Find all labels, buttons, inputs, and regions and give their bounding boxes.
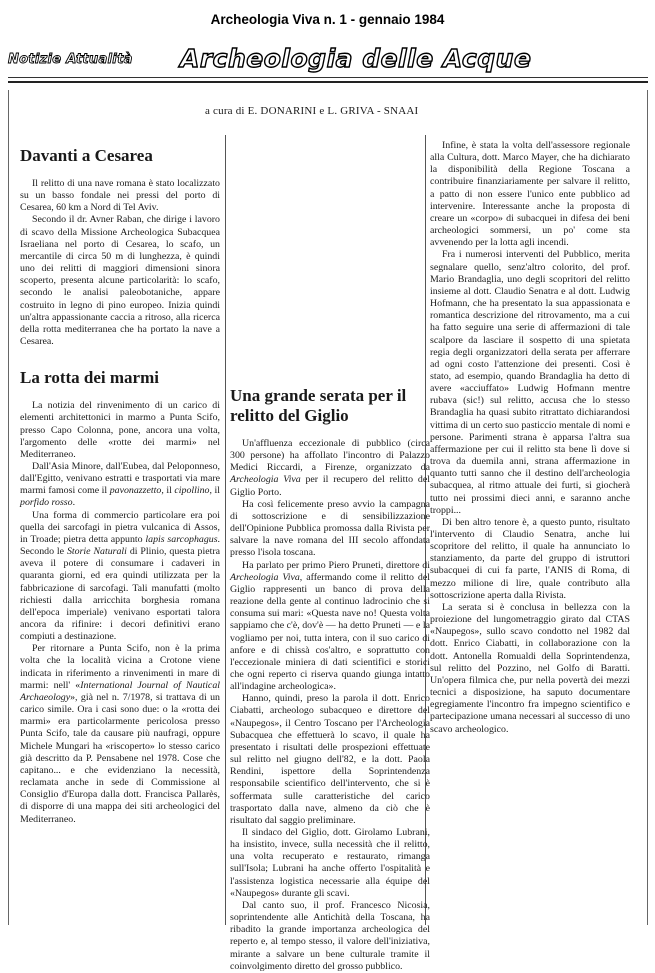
text-run: per il recupero del relitto del Giglio Porto.: [230, 474, 430, 498]
text-run: , affermando come il relitto del Giglio rappresenti un banco di prova della reazione della gente al continuo ladrocinio che si consuma sui mari: «Questa nave no! Questa volta sappiamo che c'è, dov'è — ha detto Pruneti — e la vogliamo per noi, tutta intera, con il suo carico di anfore e di chissà cos'altro, e soprattutto con l'eccezionale miniera di dati scientifici e storici che ogni reperto ci riserva quando giunga intatto all'indagine archeologica».: [230, 571, 430, 693]
text-run: . Secondo le: [20, 533, 220, 558]
text-run: Una forma di commercio particolare era poi quella dei sarcofagi in pietra vulcanica di Assos, in Troade; pietra detta appunto: [20, 509, 220, 545]
paragraph: Dal canto suo, il prof. Francesco Nicosia, soprintendente alle Antichità della Toscana, ha ribadito la grande importanza archeologica del reperto e, al tempo stesso, il valore dell'iniziativa, mirante a salvare un bene culturale tramite il coinvolgimento diretto del grosso pubblico.: [230, 899, 430, 972]
text-run: Un'affluenza eccezionale di pubblico (circa 300 persone) ha affollato l'incontro di Palazzo Medici Riccardi, a Firenze, organizzato da: [230, 438, 430, 474]
paragraph: Ha così felicemente preso avvio la campagna di sottoscrizione e di sensibilizzazione dell'Opinione Pubblica promossa dalla Rivista per salvare la nave romana del III secolo affondata presso l'isola toscana.: [230, 498, 430, 559]
italic-term: pavonazzetto: [109, 485, 162, 497]
italic-term: cipollino: [174, 485, 210, 497]
italic-term: porfido rosso: [20, 497, 73, 509]
text-run: », già nel n. 7/1978, si trattava di un carico simile. Ora i casi sono due: o la «rotta dei marmi» era particolarmente pericolosa presso Punta Scifo, tale da causare più naufragi, oppure Michele Mungari ha «riscoperto» lo stesso carico già descritto da P. Pensabene nel 1978. Cose che capitano... e che evidenziano la necessità, reclamata anche in sede di Commissione al Consiglio d'Europa dalla dott. Francisca Pallarès, di disporre di una mappa dei siti archeologici del Mediterraneo.: [20, 691, 220, 825]
article-title-giglio: Una grande serata per il relitto del Giglio: [230, 386, 407, 425]
paragraph: Il sindaco del Giglio, dott. Girolamo Lubrani, ha insistito, invece, sulla necessità che il relitto, una volta recuperato e restaurato, rimanga sull'Isola; Lubrani ha anche offerto l'ospitalità e l'assistenza logistica necessarie alla équipe del «Naupegos» durante gli scavi.: [230, 827, 430, 899]
column-2: [230, 380, 430, 973]
text-run: .: [72, 497, 76, 509]
paragraph: La notizia del rinvenimento di un carico di elementi architettonici in marmo a Punta Scifo, presso Capo Colonna, pone, ancora una volta, l'argomento delle «rotte dei marmi» nel Mediterraneo.: [20, 400, 220, 460]
issue-header: Archeologia Viva n. 1 - gennaio 1984: [210, 12, 445, 27]
top-rule: [8, 77, 648, 78]
column-3: [430, 140, 630, 736]
italic-term: International Journal of Nautical Archaeology: [20, 679, 220, 703]
frame-line-right: [647, 90, 648, 925]
paragraph: [20, 643, 220, 825]
italic-term: lapis sarcophagus: [145, 533, 218, 545]
byline: a cura di E. DONARINI e L. GRIVA - SNAAI: [205, 105, 419, 117]
text-run: Per ritornare a Punta Scifo, non è la prima volta che la località vicina a Crotone viene indicata in riferimento a rinvenimenti in mare di marmi: nell' «: [20, 643, 220, 691]
paragraph: Di ben altro tenore è, a questo punto, risultato l'intervento di Claudio Senatra, anche lui scopritore del relitto, il quale ha annunciato lo stanziamento, da parte del gruppo di istruttori subacquei di cui fa parte, l'ANIS di Roma, di mezzo milione di lire, quale contributo alla sottoscrizione aperta dalla Rivista.: [430, 516, 630, 601]
rubric-label: Notizie Attualità: [8, 52, 133, 67]
paragraph: Infine, è stata la volta dell'assessore regionale alla Cultura, dott. Marco Mayer, che ha dichiarato la disponibilità della Regione Toscana a contribuire finanziariamente per salvare il relitto, a patto di non essere l'unico ente pubblico ad intervenire. Interessante anche la proposta di creare un «corpo» di subacquei in difesa dei beni archeologici sommersi, un po' come sta avvenendo per la lotta agli incendi.: [430, 140, 630, 249]
italic-term: Archeologia Viva: [230, 571, 300, 583]
text-run: , il: [209, 485, 220, 497]
paragraph: Hanno, quindi, preso la parola il dott. Enrico Ciabatti, archeologo subacqueo e direttore del «Naupegos», il Centro Toscano per l'Archeologia Subacquea che effettuerà lo scavo, il quale ha presentato i risultati delle prospezioni effettuate sul relitto nel giugno dell'82, e la dott. Paola Rendini, ispettore della Soprintendenza responsabile scientifico dell'intervento, che si è soffermata sulle caratteristiche del carico trasportato dalla nave, almeno da ciò che è risultato dal saggio preliminare.: [230, 693, 430, 826]
section-title: Archeologia delle Acque: [180, 44, 532, 73]
text-run: Ha parlato per primo Piero Pruneti, direttore di: [242, 559, 430, 571]
paragraph: [20, 510, 220, 644]
top-rule-thick: [8, 81, 648, 83]
section-banner: [4, 44, 649, 74]
column-divider: [225, 135, 226, 925]
paragraph: Il relitto di una nave romana è stato localizzato su un basso fondale nei pressi del porto di Cesarea, 60 km a Nord di Tel Aviv.: [20, 178, 220, 214]
article-title-cesarea: Davanti a Cesarea: [20, 146, 153, 165]
italic-term: Archeologia Viva: [230, 474, 301, 486]
paragraph: [230, 560, 430, 694]
paragraph: Secondo il dr. Avner Raban, che dirige i lavoro di scavo della Missione Archeologica Subacquea Israeliana nel porto di Cesarea, lo scafo, un mercantile di circa 50 m di lunghezza, è quindi uno dei relitti di maggiori dimensioni sinora scoperto, presenta alcune particolarità: lo scafo, secondo le analisi paleobotaniche, appare costruito in legno di pino europeo. Inizia quindi un'altra appassionante caccia a ritroso, alla ricerca della rotta mediterranea che ha portato la nave a Cesarea.: [20, 214, 220, 348]
frame-line-left: [8, 90, 9, 925]
paragraph: Fra i numerosi interventi del Pubblico, merita segnalare quello, senz'altro colorito, del prof. Mario Brandaglia, uno degli scopritori del relitto insieme al dott. Claudio Senatra e al dott. Ludwig Hofmann, che ha presentato la sua appassionata e romantica descrizione del ritrovamento, ma a cui ha fatto seguire una serie di affermazioni di tale scalpore da lasciare il sospetto di una spietata regia degli organizzatori della serata per afferrare ad ogni costo l'attenzione dei presenti. Così è stato, ad esempio, quando Brandaglia ha detto di avere «acciuffato» Ludwig Hofmann mentre rubava (sic!) sul relitto, accusa che lo stesso Brandaglia ha quasi subito ritrattato dichiarandosi vittima di un certo suo pasticcio mentale di nomi e persone. Parimenti strana è apparsa l'altra sua affermazione per cui il relitto sta bene lì dove si trova da duemila anni, strana affermazione in quanto tutti sanno che il destino dell'archeologia subacquea, al ritmo attuale dei furti, si giocherà tutto nei prossimi dieci anni, e saranno anche troppi...: [430, 249, 630, 516]
paragraph: [20, 461, 220, 510]
paragraph: [230, 438, 430, 499]
column-1: [20, 140, 220, 826]
paragraph: La serata si è conclusa in bellezza con la proiezione del lungometraggio girato dal CTAS «Naupegos», sullo scavo condotto nel 1982 dal dott. Enrico Ciabatti, in collaborazione con la dott. Antonella Romualdi della Soprintendenza, sul relitto del Pozzino, nel Golfo di Baratti. Un'opera filmica che, pur nella povertà dei mezzi tecnici a disposizione, ha saputo documentare egregiamente l'incontro fra impegno scientifico e partecipazione umana necessari al successo di uno scavo archeologico.: [430, 601, 630, 735]
text-run: di Plinio, questa pietra aveva il potere di consumare i cadaveri in quaranta giorni, ed era quindi utilizzata per la fabbricazione di sarcofagi. Tali manufatti (molto richiesti dalla arricchita borghesia romana dell'epoca imperiale) venivano esportati talora ancora da rifinire: i decori definitivi erano compiuti a destinazione.: [20, 546, 220, 643]
article-title-marmi: La rotta dei marmi: [20, 368, 159, 388]
text-run: , il: [161, 485, 175, 497]
text-run: Dall'Asia Minore, dall'Eubea, dal Peloponneso, dall'Egitto, venivano estratti e trasportati via mare marmi famosi come il: [20, 460, 220, 497]
italic-term: Storie Naturali: [66, 546, 127, 558]
